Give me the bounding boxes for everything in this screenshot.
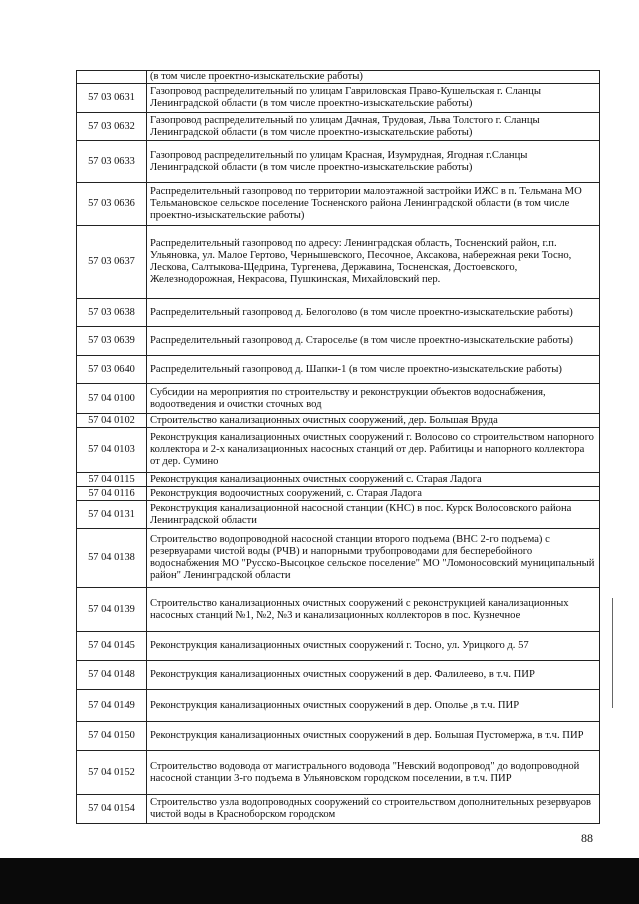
row-description: Строительство канализационных очистных сооружений с реконструкцией канализационных насосных станций №1, №2, №3 и канализационных коллекторов в пос. Кузнечное [147, 588, 600, 632]
row-code: 57 03 0636 [77, 183, 147, 226]
row-code: 57 03 0638 [77, 299, 147, 327]
row-description: Реконструкция канализационных очистных сооружений в дер. Большая Пустомержа, в т.ч. ПИР [147, 722, 600, 751]
table-row [77, 327, 600, 356]
row-code: 57 04 0152 [77, 751, 147, 795]
row-description: Газопровод распределительный по улицам Красная, Изумрудная, Ягодная г.Сланцы Ленинградской области (в том числе проектно-изыскательские работы) [147, 141, 600, 183]
table-row [77, 428, 600, 473]
row-description: Распределительный газопровод по территории малоэтажной застройки ИЖС в п. Тельмана МО Тельмановское сельское поселение Тосненского района Ленинградской области (в том числе проектно-изыскательские работы) [147, 183, 600, 226]
table-row [77, 299, 600, 327]
row-description: Строительство водопроводной насосной станции второго подъема (ВНС 2-го подъема) с резервуарами чистой воды (РЧВ) и напорными трубопроводами для бесперебойного водоснабжения МО "Русско-Высоцкое сельское поселение" МО "Ломоносовский муниципальный район" Ленинградской области [147, 529, 600, 588]
row-description: Реконструкция канализационных очистных сооружений в дер. Ополье ,в т.ч. ПИР [147, 690, 600, 722]
row-description: Строительство узла водопроводных сооружений со строительством дополнительных резервуаров чистой воды в Красноборском городском [147, 795, 600, 824]
row-description: Реконструкция канализационных очистных сооружений с. Старая Ладога [147, 473, 600, 487]
row-code [77, 71, 147, 84]
scan-margin-mark [612, 598, 613, 708]
budget-items-table [76, 70, 600, 824]
row-description: Реконструкция канализационных очистных сооружений г. Волосово со строительством напорного коллектора и 2-х канализационных насосных станций от дер. Рабитицы и напорного коллектора от дер. Сумино [147, 428, 600, 473]
row-description: Реконструкция водоочистных сооружений, с. Старая Ладога [147, 487, 600, 501]
table-row [77, 226, 600, 299]
row-code: 57 03 0639 [77, 327, 147, 356]
row-code: 57 03 0632 [77, 113, 147, 141]
row-code: 57 03 0640 [77, 356, 147, 384]
table-row [77, 751, 600, 795]
table-row [77, 632, 600, 661]
row-code: 57 04 0139 [77, 588, 147, 632]
row-description: Реконструкция канализационных очистных сооружений в дер. Фалилеево, в т.ч. ПИР [147, 661, 600, 690]
row-code: 57 04 0116 [77, 487, 147, 501]
row-code: 57 04 0150 [77, 722, 147, 751]
row-description: Субсидии на мероприятия по строительству и реконструкции объектов водоснабжения, водоотведения и очистки сточных вод [147, 384, 600, 414]
table-row [77, 588, 600, 632]
row-code: 57 04 0115 [77, 473, 147, 487]
table-row [77, 384, 600, 414]
table-row [77, 356, 600, 384]
row-code: 57 04 0103 [77, 428, 147, 473]
row-code: 57 03 0633 [77, 141, 147, 183]
table-row [77, 473, 600, 487]
row-description: Строительство канализационных очистных сооружений, дер. Большая Вруда [147, 414, 600, 428]
table-row [77, 84, 600, 113]
table-row [77, 795, 600, 824]
row-code: 57 04 0102 [77, 414, 147, 428]
row-code: 57 04 0148 [77, 661, 147, 690]
row-code: 57 04 0138 [77, 529, 147, 588]
table-row [77, 661, 600, 690]
row-code: 57 03 0631 [77, 84, 147, 113]
table-row [77, 722, 600, 751]
table-row [77, 501, 600, 529]
table-row [77, 183, 600, 226]
table-row [77, 71, 600, 84]
row-code: 57 04 0100 [77, 384, 147, 414]
table-row [77, 141, 600, 183]
table-row [77, 113, 600, 141]
row-description: Газопровод распределительный по улицам Гавриловская Право-Кушельская г. Сланцы Ленинградской области (в том числе проектно-изыскательские работы) [147, 84, 600, 113]
row-code: 57 04 0145 [77, 632, 147, 661]
row-description: Распределительный газопровод по адресу: Ленинградская область, Тосненский район, г.п. Ульяновка, ул. Малое Гертово, Чернышевского, Песочное, Аксакова, набережная реки Тосно, Лескова, Салтыкова-Щедрина, Тургенева, Державина, Тосненская, Достоевского, Железнодорожная, Некрасова, Пушкинская, Михайловский пер. [147, 226, 600, 299]
table-row [77, 690, 600, 722]
row-code: 57 04 0149 [77, 690, 147, 722]
row-description: Строительство водовода от магистрального водовода "Невский водопровод" до водопроводной насосной станции 3-го подъема в Ульяновском городском поселении, в т.ч. ПИР [147, 751, 600, 795]
row-code: 57 03 0637 [77, 226, 147, 299]
row-code: 57 04 0131 [77, 501, 147, 529]
row-description: (в том числе проектно-изыскательские работы) [147, 71, 600, 84]
table-row [77, 487, 600, 501]
row-description: Газопровод распределительный по улицам Дачная, Трудовая, Льва Толстого г. Сланцы Ленинградской области (в том числе проектно-изыскательские работы) [147, 113, 600, 141]
table-row [77, 414, 600, 428]
row-description: Распределительный газопровод д. Шапки-1 (в том числе проектно-изыскательские работы) [147, 356, 600, 384]
row-description: Реконструкция канализационной насосной станции (КНС) в пос. Курск Волосовского района Ленинградской области [147, 501, 600, 529]
page-number: 88 [581, 831, 593, 845]
row-description: Распределительный газопровод д. Староселье (в том числе проектно-изыскательские работы) [147, 327, 600, 356]
row-description: Реконструкция канализационных очистных сооружений г. Тосно, ул. Урицкого д. 57 [147, 632, 600, 661]
table-row [77, 529, 600, 588]
scan-border [0, 858, 639, 904]
row-description: Распределительный газопровод д. Белоголово (в том числе проектно-изыскательские работы) [147, 299, 600, 327]
row-code: 57 04 0154 [77, 795, 147, 824]
